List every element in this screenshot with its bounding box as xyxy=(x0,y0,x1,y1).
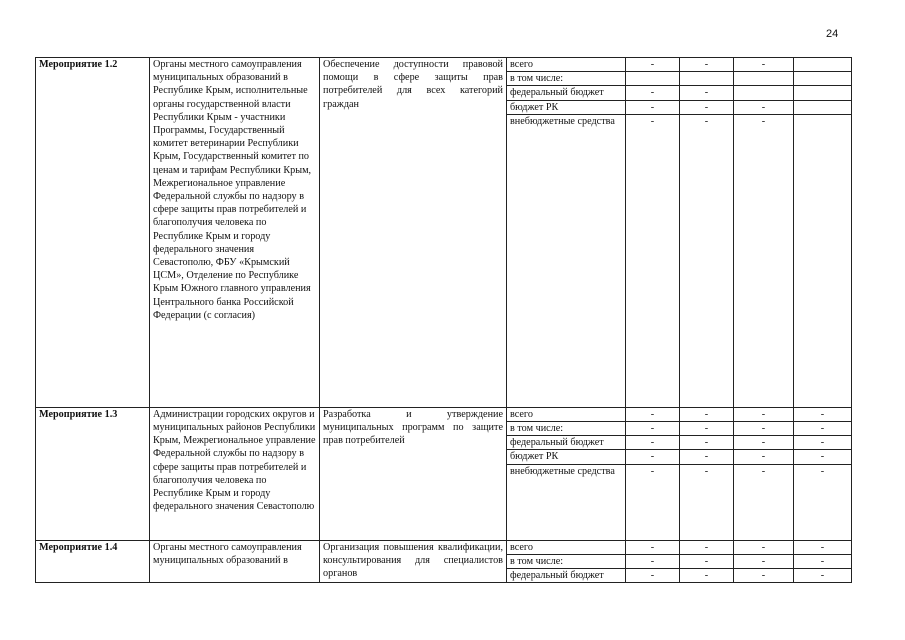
value-cell: - xyxy=(794,464,852,540)
value-cell: - xyxy=(626,540,680,554)
value-cell: - xyxy=(794,436,852,450)
table-row xyxy=(36,407,852,421)
funding-source-cell: в том числе: xyxy=(507,72,626,86)
funding-source-cell: внебюджетные средства xyxy=(507,114,626,407)
value-cell xyxy=(794,58,852,72)
value-cell: - xyxy=(734,58,794,72)
value-cell: - xyxy=(680,540,734,554)
value-cell: - xyxy=(734,407,794,421)
value-cell: - xyxy=(734,554,794,568)
value-cell: - xyxy=(680,114,734,407)
value-cell: - xyxy=(680,422,734,436)
value-cell: - xyxy=(734,422,794,436)
value-cell: - xyxy=(626,100,680,114)
table-row xyxy=(36,540,852,554)
value-cell xyxy=(734,72,794,86)
funding-source-cell: всего xyxy=(507,540,626,554)
value-cell: - xyxy=(626,86,680,100)
funding-source-cell: всего xyxy=(507,407,626,421)
value-cell: - xyxy=(794,450,852,464)
value-cell: - xyxy=(626,422,680,436)
value-cell: - xyxy=(626,569,680,583)
value-cell: - xyxy=(626,450,680,464)
value-cell: - xyxy=(680,554,734,568)
funding-source-cell: федеральный бюджет xyxy=(507,569,626,583)
value-cell: - xyxy=(680,86,734,100)
value-cell: - xyxy=(626,554,680,568)
funding-source-cell: бюджет РК xyxy=(507,100,626,114)
value-cell: - xyxy=(680,407,734,421)
value-cell: - xyxy=(794,554,852,568)
value-cell xyxy=(794,72,852,86)
value-cell: - xyxy=(734,450,794,464)
funding-source-cell: в том числе: xyxy=(507,554,626,568)
value-cell: - xyxy=(626,114,680,407)
value-cell xyxy=(680,72,734,86)
page-number: 24 xyxy=(826,28,839,40)
value-cell: - xyxy=(680,100,734,114)
value-cell xyxy=(734,86,794,100)
funding-source-cell: внебюджетные средства xyxy=(507,464,626,540)
value-cell xyxy=(626,72,680,86)
value-cell: - xyxy=(794,569,852,583)
value-cell: - xyxy=(680,464,734,540)
value-cell: - xyxy=(626,58,680,72)
value-cell xyxy=(794,86,852,100)
value-cell: - xyxy=(794,540,852,554)
value-cell: - xyxy=(680,569,734,583)
table-row xyxy=(36,58,852,72)
value-cell xyxy=(794,114,852,407)
value-cell: - xyxy=(626,407,680,421)
value-cell: - xyxy=(734,114,794,407)
executors-cell: Органы местного самоуправления муниципальных образований в xyxy=(150,540,320,583)
value-cell xyxy=(794,100,852,114)
event-name-cell: Мероприятие 1.3 xyxy=(36,407,150,540)
funding-source-cell: бюджет РК xyxy=(507,450,626,464)
value-cell: - xyxy=(680,450,734,464)
value-cell: - xyxy=(680,436,734,450)
value-cell: - xyxy=(794,422,852,436)
value-cell: - xyxy=(734,100,794,114)
value-cell: - xyxy=(734,436,794,450)
funding-source-cell: федеральный бюджет xyxy=(507,86,626,100)
executors-cell: Администрации городских округов и муниципальных районов Республики Крым, Межрегиональное управление Федеральной службы по надзору в сфере защиты прав потребителей и благополучия человека по Республике Крым и городу федерального значения Севастополю xyxy=(150,407,320,540)
value-cell: - xyxy=(734,540,794,554)
executors-cell: Органы местного самоуправления муниципальных образований в Республике Крым, исполнительные органы государственной власти Республики Крым - участники Программы, Государственный комитет ветеринарии Республики Крым, Государственный комитет по ценам и тарифам Республики Крым, Межрегиональное управление Федеральной службы по надзору в сфере защиты прав потребителей и благополучия человека по Республике Крым и городу федерального значения Севастополю, ФБУ «Крымский ЦСМ», Отделение по Республике Крым Южного главного управления Центрального банка Российской Федерации (с согласия) xyxy=(150,58,320,408)
event-name-cell: Мероприятие 1.2 xyxy=(36,58,150,408)
purpose-cell: Разработка и утверждение муниципальных программ по защите прав потребителей xyxy=(320,407,507,540)
event-name-cell: Мероприятие 1.4 xyxy=(36,540,150,583)
value-cell: - xyxy=(734,464,794,540)
value-cell: - xyxy=(734,569,794,583)
funding-source-cell: всего xyxy=(507,58,626,72)
funding-source-cell: в том числе: xyxy=(507,422,626,436)
value-cell: - xyxy=(794,407,852,421)
value-cell: - xyxy=(626,464,680,540)
value-cell: - xyxy=(680,58,734,72)
program-events-table xyxy=(35,57,852,583)
value-cell: - xyxy=(626,436,680,450)
purpose-cell: Обеспечение доступности правовой помощи в сфере защиты прав потребителей для всех категорий граждан xyxy=(320,58,507,408)
funding-source-cell: федеральный бюджет xyxy=(507,436,626,450)
purpose-cell: Организация повышения квалификации, консультирования для специалистов органов xyxy=(320,540,507,583)
